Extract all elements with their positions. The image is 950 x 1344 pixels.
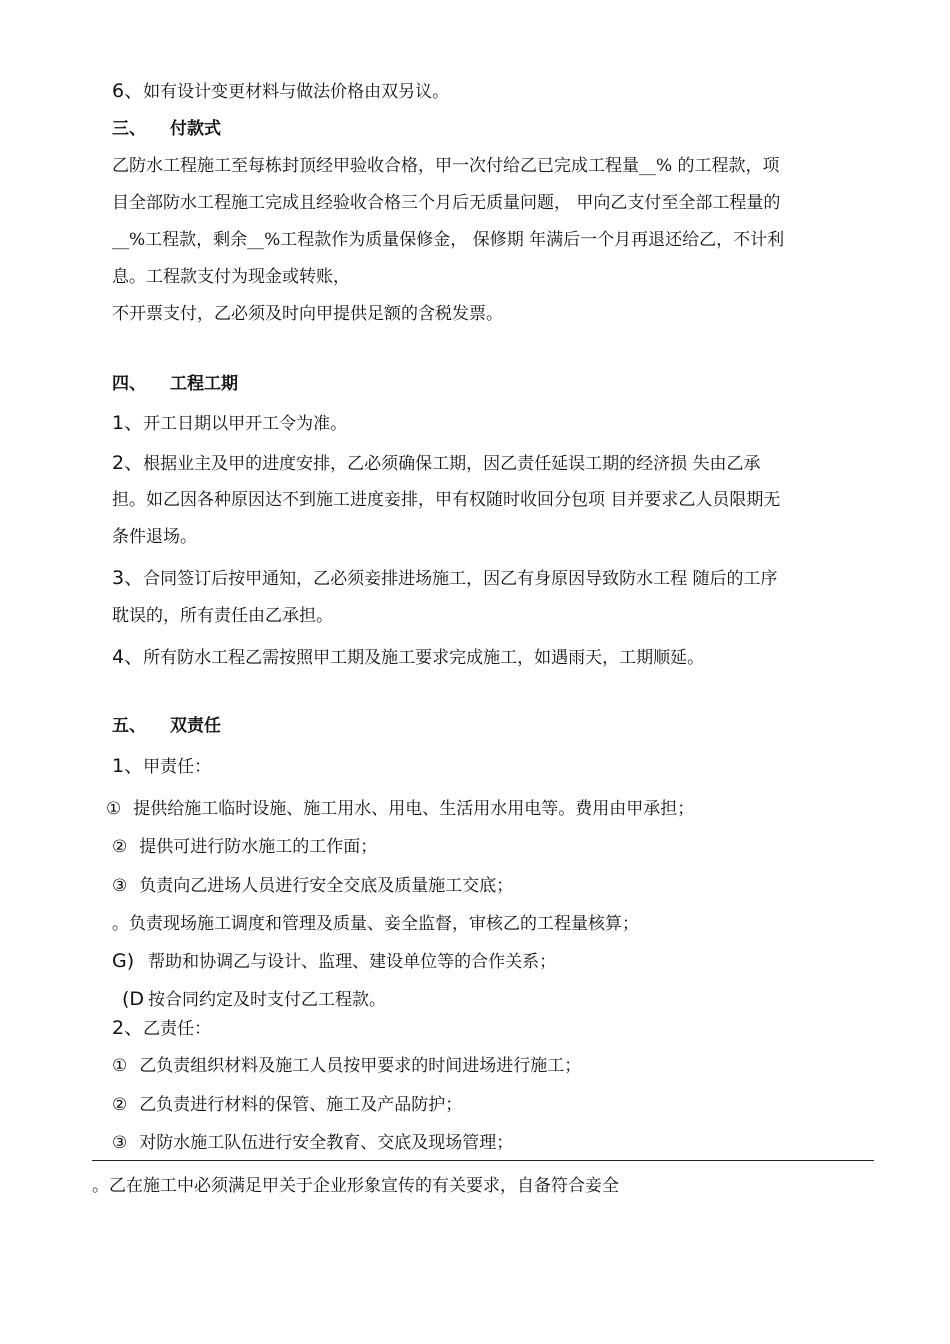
section-title: 付款式 [170, 119, 221, 139]
item-mark: ① [106, 799, 122, 819]
item-text: 。负责现场施工调度和管理及质量、妾全监督，审核乙的工程量核算； [112, 914, 639, 934]
item-text: 合同签订后按甲通知，乙必须妾排进场施工，因乙有身原因导致防水工程 随后的工序 [143, 569, 778, 589]
item-text: 根据业主及甲的进度安排，乙必须确保工期，因乙责任延误工期的经济损 失由乙承 [143, 454, 761, 474]
list-item [122, 988, 386, 1011]
list-item [112, 950, 556, 973]
item-text: 按合同约定及时支付乙工程款。 [148, 990, 387, 1010]
item-mark: ① [112, 1056, 128, 1076]
item-mark: G) [112, 950, 135, 972]
paragraph-line: 耽误的，所有责任由乙承担。 [112, 606, 333, 626]
list-item [106, 798, 694, 820]
list-item [112, 567, 778, 590]
item-text: 提供给施工临时设施、施工用水、用电、生活用水用电等。费用由甲承担； [133, 799, 695, 819]
list-item [112, 646, 704, 669]
section-heading-payment [112, 118, 221, 140]
item-number: 4、 [112, 646, 144, 668]
item-number: 2、 [112, 1017, 144, 1039]
item-mark: (D [122, 988, 145, 1010]
item-number: 3、 [112, 567, 144, 589]
item-text: 如有设计变更材料与做法价格由双另议。 [143, 82, 450, 102]
list-item [112, 412, 347, 435]
section-heading-responsibility [112, 715, 221, 737]
item-mark: ③ [112, 1133, 128, 1153]
paragraph-line: 条件退场。 [112, 527, 197, 547]
item-text: 对防水施工队伍进行安全教育、交底及现场管理； [139, 1133, 514, 1153]
list-item [112, 875, 513, 897]
section-title: 双责任 [170, 716, 221, 736]
section-number: 四、 [112, 374, 146, 394]
section-title: 工程工期 [170, 374, 238, 394]
item-text: 乙责任： [143, 1019, 212, 1039]
footer-line: 。乙在施工中必须满足甲关于企业形象宣传的有关要求，自备符合妾全 [92, 1176, 619, 1196]
paragraph-line: 息。工程款支付为现金或转账， [112, 267, 350, 287]
item-text: 开工日期以甲开工令为准。 [143, 414, 348, 434]
item-mark: ② [112, 1095, 128, 1115]
paragraph-line: 目全部防水工程施工完成且经验收合格三个月后无质量问题， 甲向乙支付至全部工程量的 [112, 193, 781, 213]
subsection-heading [112, 1017, 211, 1040]
item-text: 甲责任： [143, 757, 212, 777]
paragraph-line: __%工程款，剩余__%工程款作为质量保修金， 保修期 年满后一个月再退还给乙，不计利 [112, 230, 785, 250]
subsection-heading [112, 755, 211, 778]
item-text: 提供可进行防水施工的工作面； [139, 837, 378, 857]
list-item [112, 1055, 581, 1077]
item-text: 帮助和协调乙与设计、监理、建设单位等的合作关系； [148, 952, 557, 972]
item-number: 2、 [112, 452, 144, 474]
list-item [112, 1132, 513, 1154]
section-number: 五、 [112, 716, 146, 736]
item-text: 乙负责进行材料的保管、施工及产品防护； [139, 1095, 463, 1115]
list-item [112, 1094, 462, 1116]
paragraph-line: 乙防水工程施工至每栋封顶经甲验收合格，甲一次付给乙已完成工程量__% 的工程款，项 [112, 156, 780, 176]
list-item [112, 452, 761, 475]
item-6 [112, 80, 449, 103]
list-item [112, 836, 377, 858]
item-text: 所有防水工程乙需按照甲工期及施工要求完成施工，如遇雨天，工期顺延。 [143, 648, 705, 668]
section-heading-schedule [112, 373, 238, 395]
paragraph-line: 担。如乙因各种原因达不到施工进度妾排，甲有权随时收回分包项 目并要求乙人员限期无 [112, 490, 781, 510]
section-number: 三、 [112, 119, 146, 139]
item-mark: ③ [112, 876, 128, 896]
list-item [112, 913, 639, 935]
horizontal-rule [92, 1160, 874, 1161]
paragraph-line: 不开票支付，乙必须及时向甲提供足额的含税发票。 [112, 304, 503, 324]
item-number: 6、 [112, 80, 144, 102]
item-mark: ② [112, 837, 128, 857]
item-text: 负责向乙进场人员进行安全交底及质量施工交底； [139, 876, 514, 896]
item-number: 1、 [112, 412, 144, 434]
item-number: 1、 [112, 755, 144, 777]
item-text: 乙负责组织材料及施工人员按甲要求的时间进场进行施工； [139, 1056, 582, 1076]
